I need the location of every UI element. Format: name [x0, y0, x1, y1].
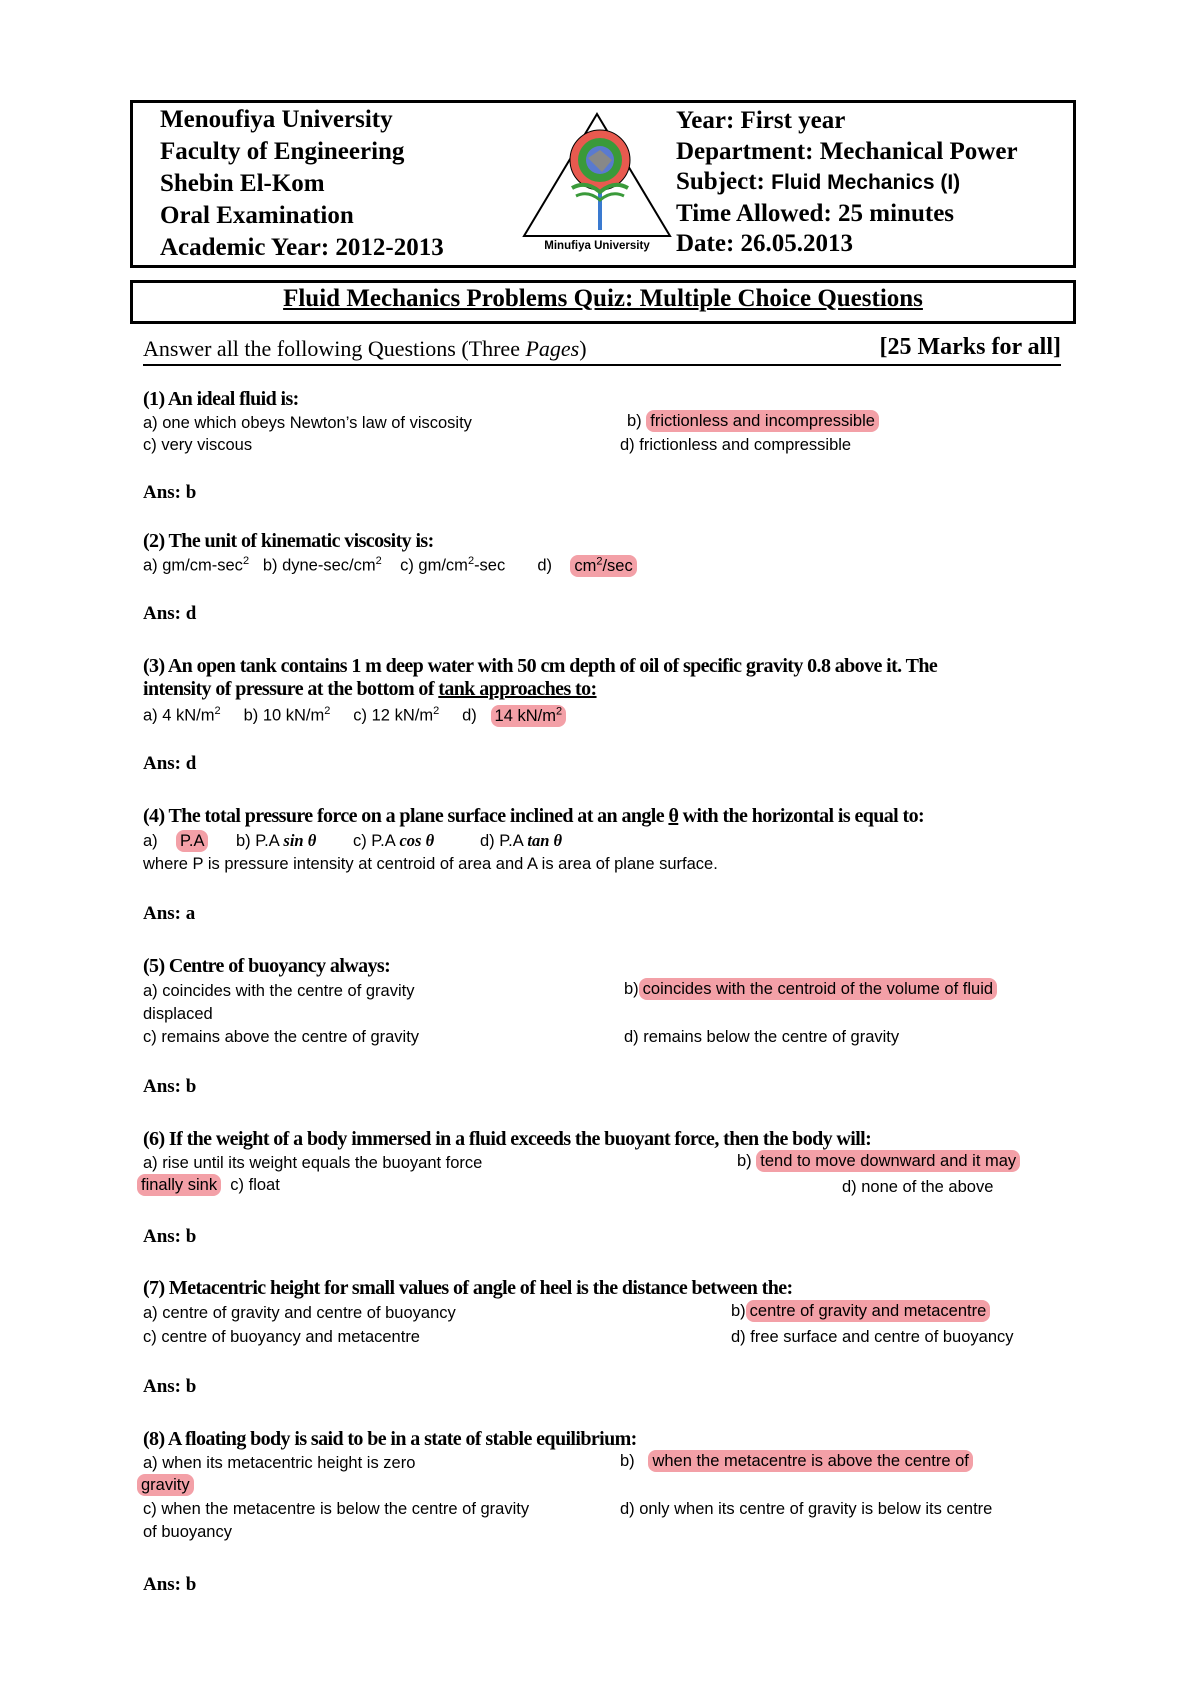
question-3-line-2	[143, 678, 597, 701]
q4-option-c-func: cos θ	[399, 831, 435, 850]
q4-text-b: with the horizontal is equal to:	[678, 805, 925, 827]
q4-answer: Ans: a	[143, 903, 196, 924]
department-line: Department: Mechanical Power	[676, 137, 1018, 165]
q7-option-a: a) centre of gravity and centre of buoyancy	[143, 1304, 456, 1322]
q1-option-b	[627, 412, 879, 431]
q8-correct-answer: when the metacentre is above the centre of	[648, 1450, 972, 1472]
q6-b-label: b)	[737, 1152, 752, 1170]
faculty-name: Faculty of Engineering	[160, 138, 405, 165]
q8-correct-answer-cont: gravity	[137, 1474, 194, 1496]
q5-option-d: d) remains below the centre of gravity	[624, 1028, 900, 1046]
year-line: Year: First year	[676, 107, 846, 134]
q3-option-c: c) 12 kN/m	[353, 706, 434, 725]
q2-option-d: cm	[574, 556, 597, 575]
q8-option-d: d) only when its centre of gravity is below its centre	[620, 1500, 993, 1518]
q2-c-sup: 2	[467, 555, 475, 567]
time-line: Time Allowed: 25 minutes	[676, 199, 955, 227]
q7-b-label: b)	[731, 1302, 746, 1320]
q1-answer: Ans: b	[143, 482, 197, 503]
q2-d-label: d)	[537, 556, 552, 575]
q3-answer: Ans: d	[143, 753, 197, 774]
q5-option-c: c) remains above the centre of gravity	[143, 1028, 420, 1046]
q8-option-b	[620, 1452, 973, 1471]
instructions-text: Answer all the following Questions (Three	[143, 336, 526, 361]
university-name: Menoufiya University	[160, 106, 393, 133]
q6-option-d: d) none of the above	[842, 1178, 994, 1196]
q3-d-sup: 2	[555, 705, 563, 717]
q2-correct-answer	[570, 555, 636, 577]
q3-b-sup: 2	[324, 705, 331, 717]
q2-b-sup: 2	[375, 555, 382, 567]
q4-option-d-func: tan θ	[527, 831, 563, 850]
q2-option-b: b) dyne-sec/cm	[262, 556, 376, 575]
q8-b-label: b)	[620, 1452, 635, 1470]
q7-answer: Ans: b	[143, 1376, 197, 1397]
academic-year: Academic Year: 2012-2013	[160, 234, 444, 261]
subject-label: Subject:	[676, 168, 772, 195]
marks-total: [25 Marks for all]	[879, 334, 1061, 360]
q6-answer: Ans: b	[143, 1226, 197, 1247]
q3-option-b: b) 10 kN/m	[243, 706, 325, 725]
instructions-close: )	[579, 336, 587, 361]
q6-option-a: a) rise until its weight equals the buoyant force	[143, 1154, 483, 1172]
q3-c-sup: 2	[433, 705, 440, 717]
q1-correct-answer: frictionless and incompressible	[646, 410, 879, 432]
q8-option-b-cont	[137, 1476, 194, 1495]
q4-text-a: (4) The total pressure force on a plane surface inclined at an angle	[143, 805, 669, 827]
q7-option-d: d) free surface and centre of buoyancy	[731, 1328, 1014, 1346]
q6-correct-answer-cont: finally sink	[137, 1174, 221, 1196]
q3-option-d: 14 kN/m	[494, 706, 556, 725]
subject-value: Fluid Mechanics (I)	[771, 171, 961, 194]
q8-answer: Ans: b	[143, 1574, 197, 1595]
q2-answer: Ans: d	[143, 603, 197, 624]
date-line: Date: 26.05.2013	[676, 230, 854, 257]
q8-option-a: a) when its metacentric height is zero	[143, 1454, 416, 1472]
q7-option-c: c) centre of buoyancy and metacentre	[143, 1328, 420, 1346]
header-right	[676, 106, 1018, 260]
q1-option-a: a) one which obeys Newton’s law of viscosity	[143, 414, 472, 432]
q4-theta: θ	[668, 805, 679, 827]
q2-option-c-tail: -sec	[474, 556, 506, 575]
q5-b-label: b)	[624, 980, 639, 998]
logo-text: Minufiya University	[544, 240, 650, 252]
question-8: (8) A floating body is said to be in a state of stable equilibrium:	[143, 1428, 637, 1450]
q3-d-label: d)	[462, 706, 477, 725]
instructions-line	[143, 336, 1061, 366]
q4-option-b-func: sin θ	[283, 831, 317, 850]
city-name: Shebin El-Kom	[160, 170, 325, 197]
q5-option-a: a) coincides with the centre of gravity	[143, 982, 415, 1000]
header-left	[160, 104, 444, 264]
q2-option-c: c) gm/cm	[400, 556, 468, 575]
q4-note: where P is pressure intensity at centroid of area and A is area of plane surface.	[143, 855, 718, 873]
subject-line	[676, 167, 1018, 199]
q7-option-b	[731, 1302, 990, 1321]
q3-a-sup: 2	[214, 705, 221, 717]
question-6: (6) If the weight of a body immersed in a fluid exceeds the buoyant force, then the body will:	[143, 1128, 872, 1150]
question-5: (5) Centre of buoyancy always:	[143, 955, 391, 977]
instructions-pages: Pages	[525, 336, 580, 361]
q2-option-d-tail: /sec	[602, 556, 633, 575]
q5-answer: Ans: b	[143, 1076, 197, 1097]
quiz-title: Fluid Mechanics Problems Quiz: Multiple Choice Questions	[283, 285, 923, 312]
q1-option-d: d) frictionless and compressible	[620, 436, 852, 454]
q3-text-b: tank approaches to:	[438, 678, 597, 700]
question-2: (2) The unit of kinematic viscosity is:	[143, 530, 434, 552]
q8-option-c: c) when the metacentre is below the centre of gravity	[143, 1500, 530, 1518]
q1-b-label: b)	[627, 412, 642, 430]
q4-option-b: b) P.A	[236, 832, 284, 850]
q4-correct-answer: P.A	[176, 830, 208, 852]
q2-option-a: a) gm/cm-sec	[143, 556, 243, 575]
q2-d-sup: 2	[596, 555, 603, 567]
q4-options	[143, 831, 562, 851]
q5-option-b	[624, 980, 997, 999]
q4-option-d: d) P.A	[479, 832, 528, 850]
exam-type: Oral Examination	[160, 202, 354, 229]
q7-correct-answer: centre of gravity and metacentre	[746, 1300, 991, 1322]
university-logo-icon	[520, 110, 674, 260]
q6-option-b-cont	[137, 1176, 280, 1195]
q5-correct-answer: coincides with the centroid of the volume of fluid	[639, 978, 997, 1000]
q5-option-a-cont: displaced	[143, 1005, 213, 1023]
q3-options	[143, 705, 566, 726]
q6-correct-answer: tend to move downward and it may	[756, 1150, 1020, 1172]
q3-text-a: intensity of pressure at the bottom of	[143, 678, 439, 700]
q4-a-label: a)	[143, 832, 158, 850]
q2-a-sup: 2	[242, 555, 250, 567]
question-7: (7) Metacentric height for small values of angle of heel is the distance between the:	[143, 1277, 793, 1299]
q8-option-d-cont: of buoyancy	[143, 1523, 232, 1541]
q1-option-c: c) very viscous	[143, 436, 253, 454]
q6-option-b	[737, 1152, 1020, 1171]
q3-correct-answer	[491, 705, 567, 727]
q4-option-c: c) P.A	[352, 832, 400, 850]
q6-option-c: c) float	[230, 1176, 280, 1194]
question-4	[143, 805, 924, 828]
question-1: (1) An ideal fluid is:	[143, 388, 299, 410]
q3-option-a: a) 4 kN/m	[143, 706, 215, 725]
q2-options	[143, 555, 637, 576]
question-3-line-1: (3) An open tank contains 1 m deep water with 50 cm depth of oil of specific gravity 0.8 above it. The	[143, 655, 938, 677]
